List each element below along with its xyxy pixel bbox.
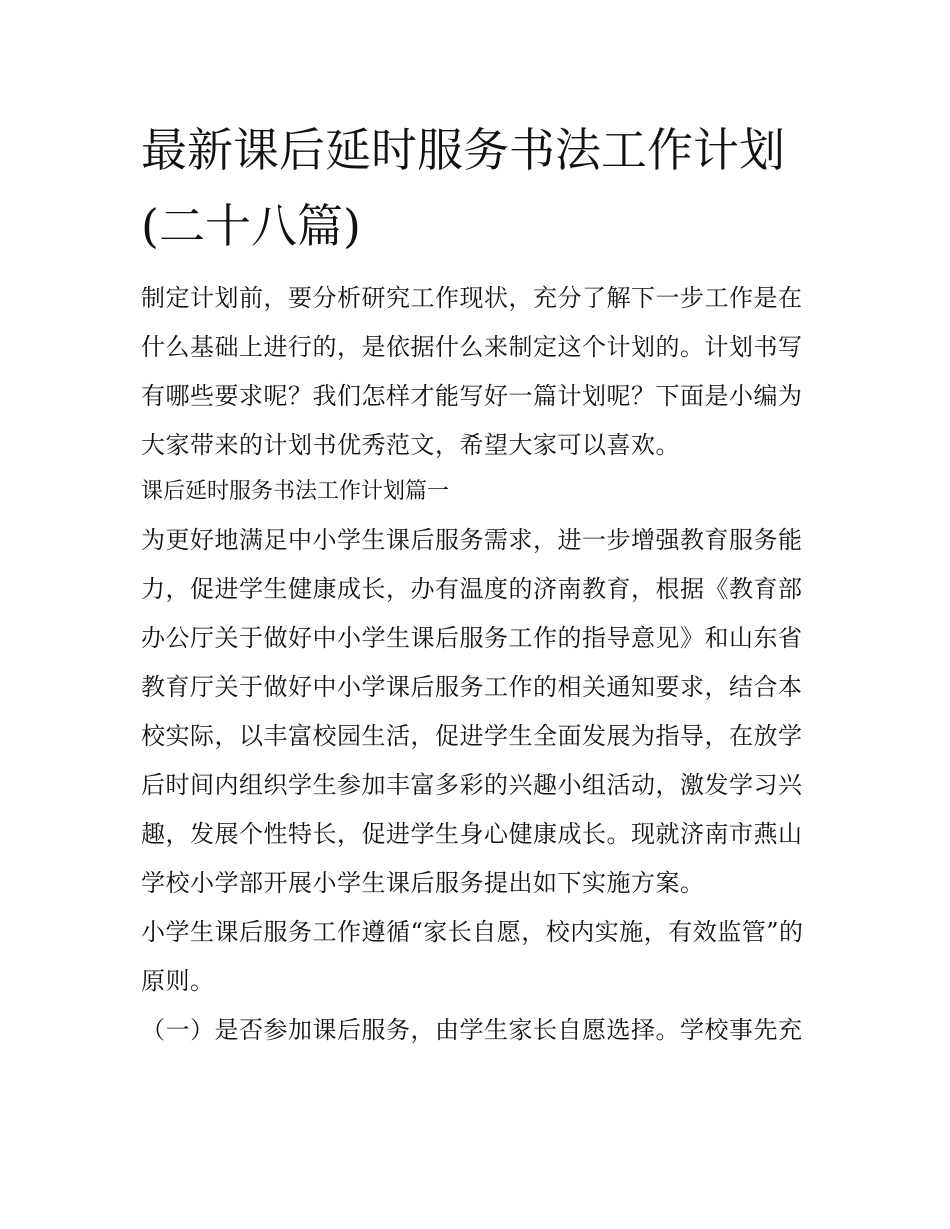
intro-paragraph: 制定计划前，要分析研究工作现状，充分了解下一步工作是在什么基础上进行的，是依据什么来制定这个计划的。计划书写有哪些要求呢？我们怎样才能写好一篇计划呢？下面是小编为大家带来的计划书优秀范文，希望大家可以喜欢。 <box>141 284 803 459</box>
body-paragraph-2: 小学生课后服务工作遵循“家长自愿，校内实施，有效监管”的原则。 <box>141 918 804 995</box>
document-body <box>141 112 813 1055</box>
section-heading: 课后延时服务书法工作计划篇一 <box>141 479 450 504</box>
document-title: 最新课后延时服务书法工作计划(二十八篇) <box>141 123 785 253</box>
body-paragraph-3: （一）是否参加课后服务，由学生家长自愿选择。学校事先充 <box>141 1016 803 1044</box>
body-paragraph-1: 为更好地满足中小学生课后服务需求，进一步增强教育服务能力，促进学生健康成长，办有温度的济南教育，根据《教育部办公厅关于做好中小学生课后服务工作的指导意见》和山东省教育厅关于做好中小学课后服务工作的相关通知要求，结合本校实际，以丰富校园生活，促进学生全面发展为指导，在放学后时间内组织学生参加丰富多彩的兴趣小组活动，激发学习兴趣，发展个性特长，促进学生身心健康成长。现就济南市燕山学校小学部开展小学生课后服务提出如下实施方案。 <box>141 526 803 897</box>
